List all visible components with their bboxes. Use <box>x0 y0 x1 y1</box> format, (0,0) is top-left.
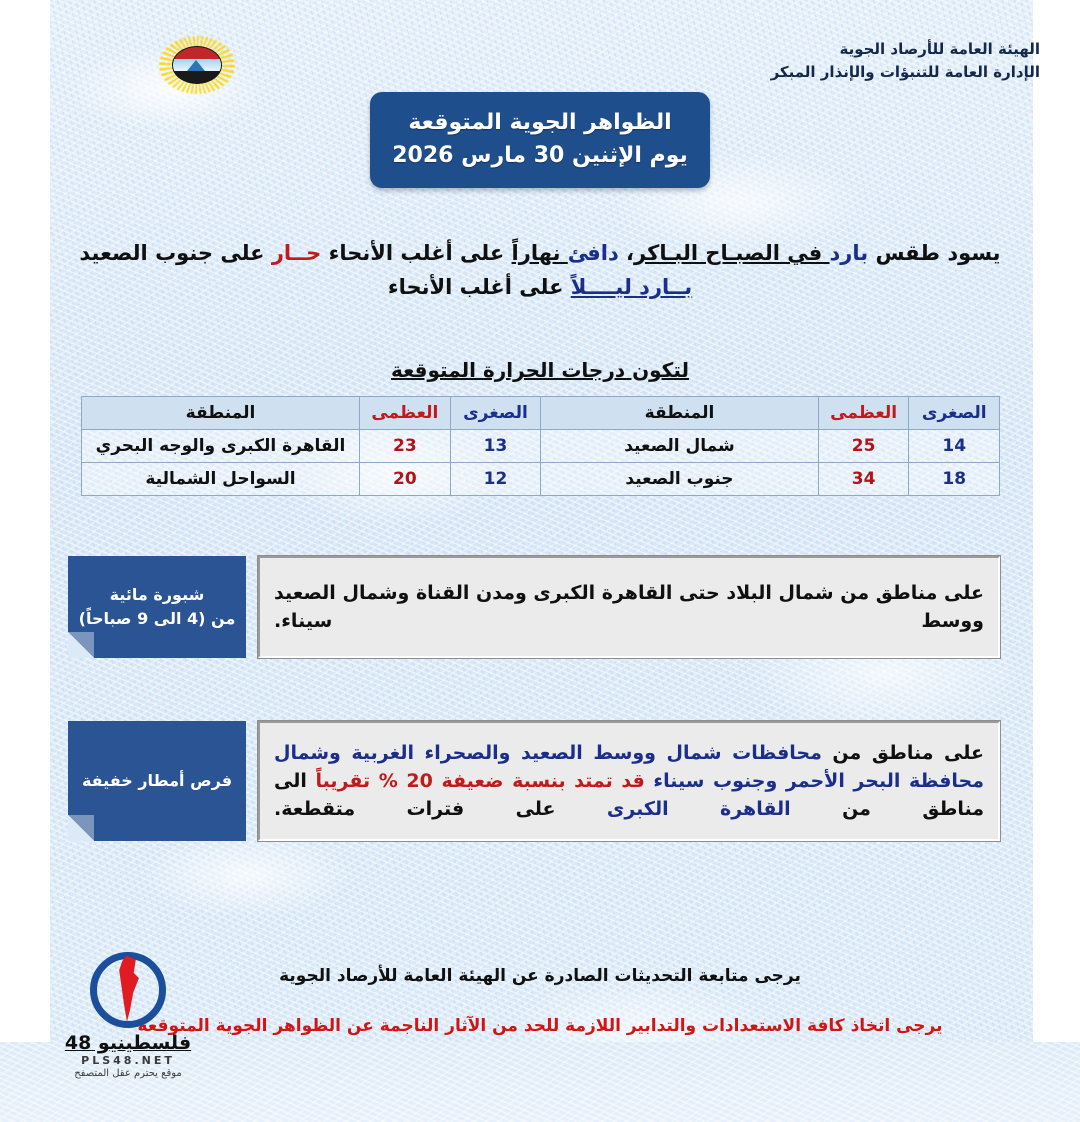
summary-night-cold-word: بــارد ليــــلاً <box>570 275 693 300</box>
title-line-1: الظواهر الجوية المتوقعة <box>408 110 672 135</box>
phenomenon-fog-label-line-2: من (4 الى 9 صباحاً) <box>78 609 236 628</box>
rain-seg-5: على فترات متقطعة. <box>274 798 607 821</box>
summary-warm-word: دافئ <box>567 241 619 265</box>
phenomenon-rain-label-line-1: فرص أمطار خفيفة <box>81 771 233 790</box>
phenomenon-rain-label <box>68 721 246 841</box>
cell-max-right: 23 <box>359 430 450 463</box>
phenomenon-fog-body <box>258 556 1000 658</box>
department-name: الإدارة العامة للتنبؤات والإنذار المبكر <box>770 63 1040 82</box>
watermark-brand: فلسطينيو 48 <box>64 1032 192 1054</box>
summary-line-2 <box>60 270 1020 304</box>
phenomenon-fog-label <box>68 556 246 658</box>
cell-max-left: 25 <box>818 430 909 463</box>
summary-seg-7: على أغلب الأنحاء <box>321 241 512 265</box>
rain-seg-3: الى مناطق من <box>274 769 984 821</box>
cell-region-right: السواحل الشمالية <box>82 463 360 496</box>
table-row <box>82 463 1000 496</box>
phenomenon-fog <box>68 556 1000 658</box>
temperatures-heading: لتكون درجات الحرارة المتوقعة <box>391 358 689 382</box>
cell-min-left: 14 <box>909 430 1000 463</box>
col-max-left: العظمى <box>818 397 909 430</box>
summary-seg-1: يسود طقس <box>868 241 1001 265</box>
col-region-left: المنطقة <box>541 397 819 430</box>
temperature-table <box>81 396 1000 496</box>
cell-region-left: جنوب الصعيد <box>541 463 819 496</box>
summary-daytime-phrase: نهاراً <box>511 241 568 265</box>
phenomenon-rain <box>68 721 1000 841</box>
summary-cold-word: بارد <box>829 241 869 265</box>
cell-min-left: 18 <box>909 463 1000 496</box>
footer-notice-updates: يرجى متابعة التحديثات الصادرة عن الهيئة العامة للأرصاد الجوية <box>279 966 801 986</box>
ema-emblem-icon <box>172 46 222 84</box>
table-header-row <box>82 397 1000 430</box>
summary-hot-word: حــار <box>271 241 322 265</box>
col-max-right: العظمى <box>359 397 450 430</box>
col-min-right: الصغرى <box>450 397 541 430</box>
col-min-left: الصغرى <box>909 397 1000 430</box>
agency-name: الهيئة العامة للأرصاد الجوية <box>839 40 1040 58</box>
watermark-url: PLS48.NET <box>81 1054 175 1067</box>
footer-notice-precautions: يرجى اتخاذ كافة الاستعدادات والتدابير اللازمة للحد من الآثار الناجمة عن الظواهر الجوية المتوقعة <box>137 1016 943 1036</box>
weather-summary <box>0 236 1080 304</box>
phenomenon-fog-label-line-1: شبورة مائية <box>109 585 205 604</box>
palestine-map-circle-icon <box>90 952 166 1028</box>
palestine-map-icon <box>115 956 141 1022</box>
watermark-tagline: موقع يحترم عقل المتصفح <box>74 1068 182 1079</box>
phenomenon-rain-text <box>274 739 984 823</box>
cell-min-right: 13 <box>450 430 541 463</box>
ema-logo-icon <box>159 36 235 94</box>
rain-seg-4: القاهرة الكبرى <box>606 798 791 821</box>
cell-max-right: 20 <box>359 463 450 496</box>
rain-seg-0: على مناطق من <box>821 741 984 764</box>
phenomenon-fog-text: على مناطق من شمال البلاد حتى القاهرة الكبرى ومدن القناة وشمال الصعيد ووسط سيناء. <box>274 581 984 632</box>
temperature-table-wrapper <box>81 396 1000 496</box>
summary-seg-9: على جنوب الصعيد <box>79 241 272 265</box>
cell-max-left: 34 <box>818 463 909 496</box>
summary-line2-seg-2: على أغلب الأنحاء <box>387 275 571 300</box>
cell-min-right: 12 <box>450 463 541 496</box>
phenomenon-rain-body <box>258 721 1000 841</box>
rain-seg-1: محافظات شمال ووسط الصعيد والصحراء الغربية وشمال محافظة البحر الأحمر وجنوب سيناء <box>274 741 985 792</box>
cell-region-right: القاهرة الكبرى والوجه البحري <box>82 430 360 463</box>
summary-morning-phrase: في الصبـاح البـاكر <box>634 241 830 265</box>
cell-region-left: شمال الصعيد <box>541 430 819 463</box>
summary-line-1 <box>60 236 1020 270</box>
agency-header <box>771 38 1040 85</box>
col-region-right: المنطقة <box>82 397 360 430</box>
rain-seg-2: قد تمتد بنسبة ضعيفة 20 % تقريباً <box>315 769 654 792</box>
page-title <box>370 92 710 188</box>
summary-comma: ، <box>618 241 635 265</box>
table-row <box>82 430 1000 463</box>
title-line-2: يوم الإثنين 30 مارس 2026 <box>392 143 688 168</box>
site-watermark <box>58 952 198 1079</box>
